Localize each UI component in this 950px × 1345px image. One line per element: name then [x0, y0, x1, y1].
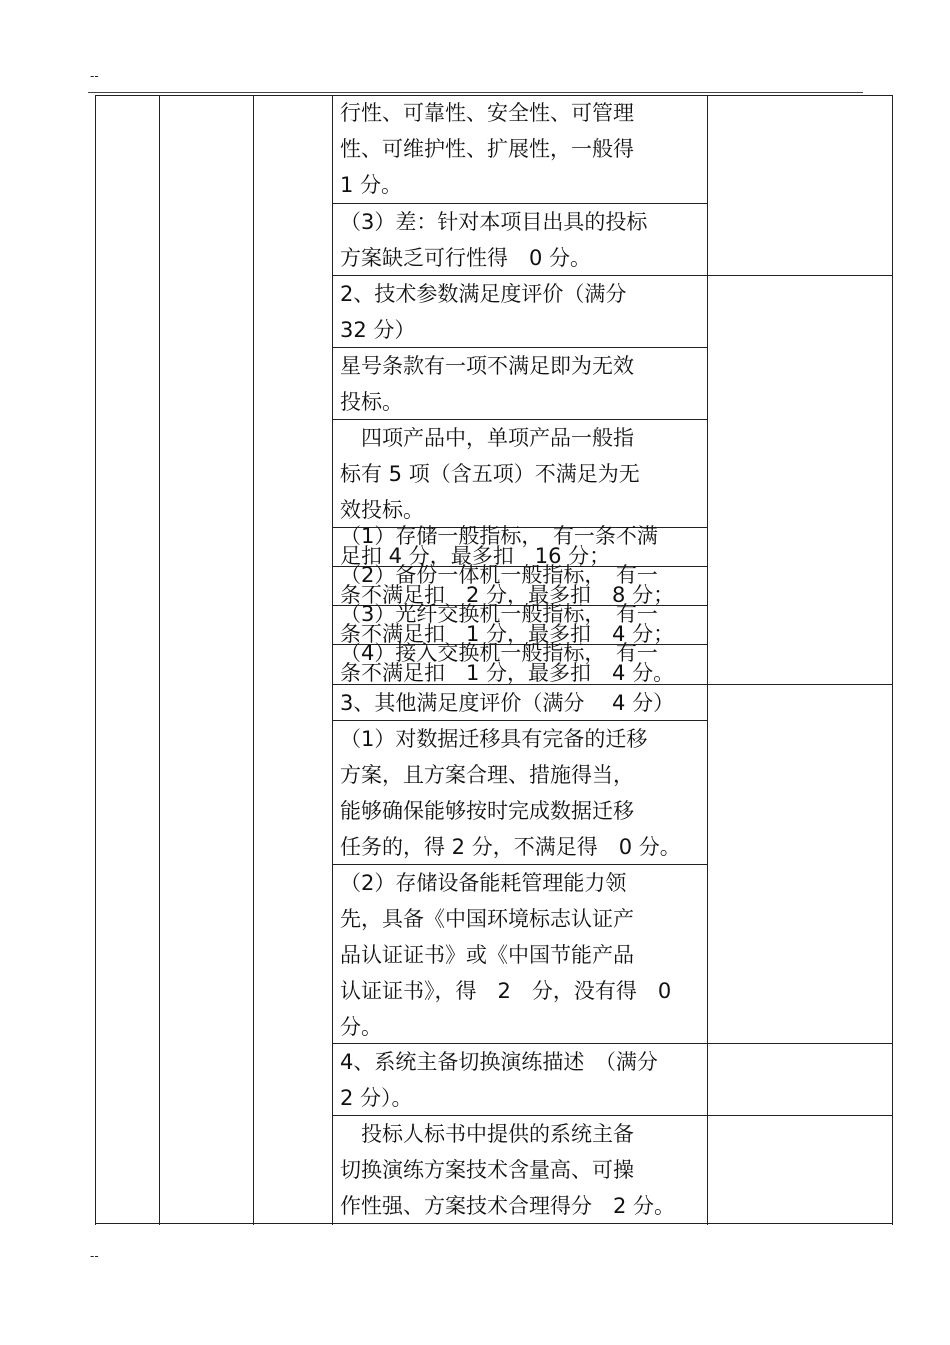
section-heading: 4、系统主备切换演练描述 （满分 2 分）。	[340, 1050, 658, 1110]
table-border-left	[95, 95, 96, 1225]
criteria-text: 四项产品中，单项产品一般指 标有 5 项（含五项）不满足为无 效投标。	[340, 426, 640, 522]
section-heading: 3、其他满足度评价（满分 4 分）	[340, 691, 675, 715]
criteria-text: 投标人标书中提供的系统主备 切换演练方案技术含量高、可操 作性强、方案技术合理得分 2 分。	[340, 1122, 676, 1218]
column-divider-4	[707, 95, 708, 1225]
criteria-text: 星号条款有一项不满足即为无效 投标。	[340, 354, 634, 414]
column-divider-2	[253, 95, 254, 1225]
criteria-text: 行性、可靠性、安全性、可管理 性、可维护性、扩展性，一般得 1 分。	[340, 101, 634, 197]
criteria-text: （3）光纤交换机一般指标， 有一 条不满足扣 1 分，最多扣 4 分；	[340, 602, 675, 646]
column-divider-3	[332, 95, 333, 1225]
criteria-text: （1）对数据迁移具有完备的迁移 方案，且方案合理、措施得当， 能够确保能够按时完成数据迁移 任务的，得 2 分，不满足得 0 分。	[340, 727, 681, 859]
criteria-text: （2）备份一体机一般指标， 有一 条不满足扣 2 分，最多扣 8 分；	[340, 563, 675, 607]
top-page-marker: --	[90, 69, 99, 83]
criteria-text: （1）存储一般指标， 有一条不满 足扣 4 分，最多扣 16 分；	[340, 524, 658, 568]
table-border-right	[892, 95, 893, 1225]
criteria-text: （4）接入交换机一般指标， 有一 条不满足扣 1 分，最多扣 4 分。	[340, 641, 675, 685]
section-heading: 2、技术参数满足度评价（满分 32 分）	[340, 282, 627, 342]
criteria-text: （2）存储设备能耗管理能力领 先，具备《中国环境标志认证产 品认证证书》或《中国节能产品 认证证书》，得 2 分，没有得 0 分。	[340, 871, 672, 1039]
column-divider-1	[159, 95, 160, 1225]
criteria-text: （3）差：针对本项目出具的投标 方案缺乏可行性得 0 分。	[340, 210, 648, 270]
header-rule	[88, 92, 863, 93]
bottom-page-marker: --	[90, 1249, 99, 1263]
